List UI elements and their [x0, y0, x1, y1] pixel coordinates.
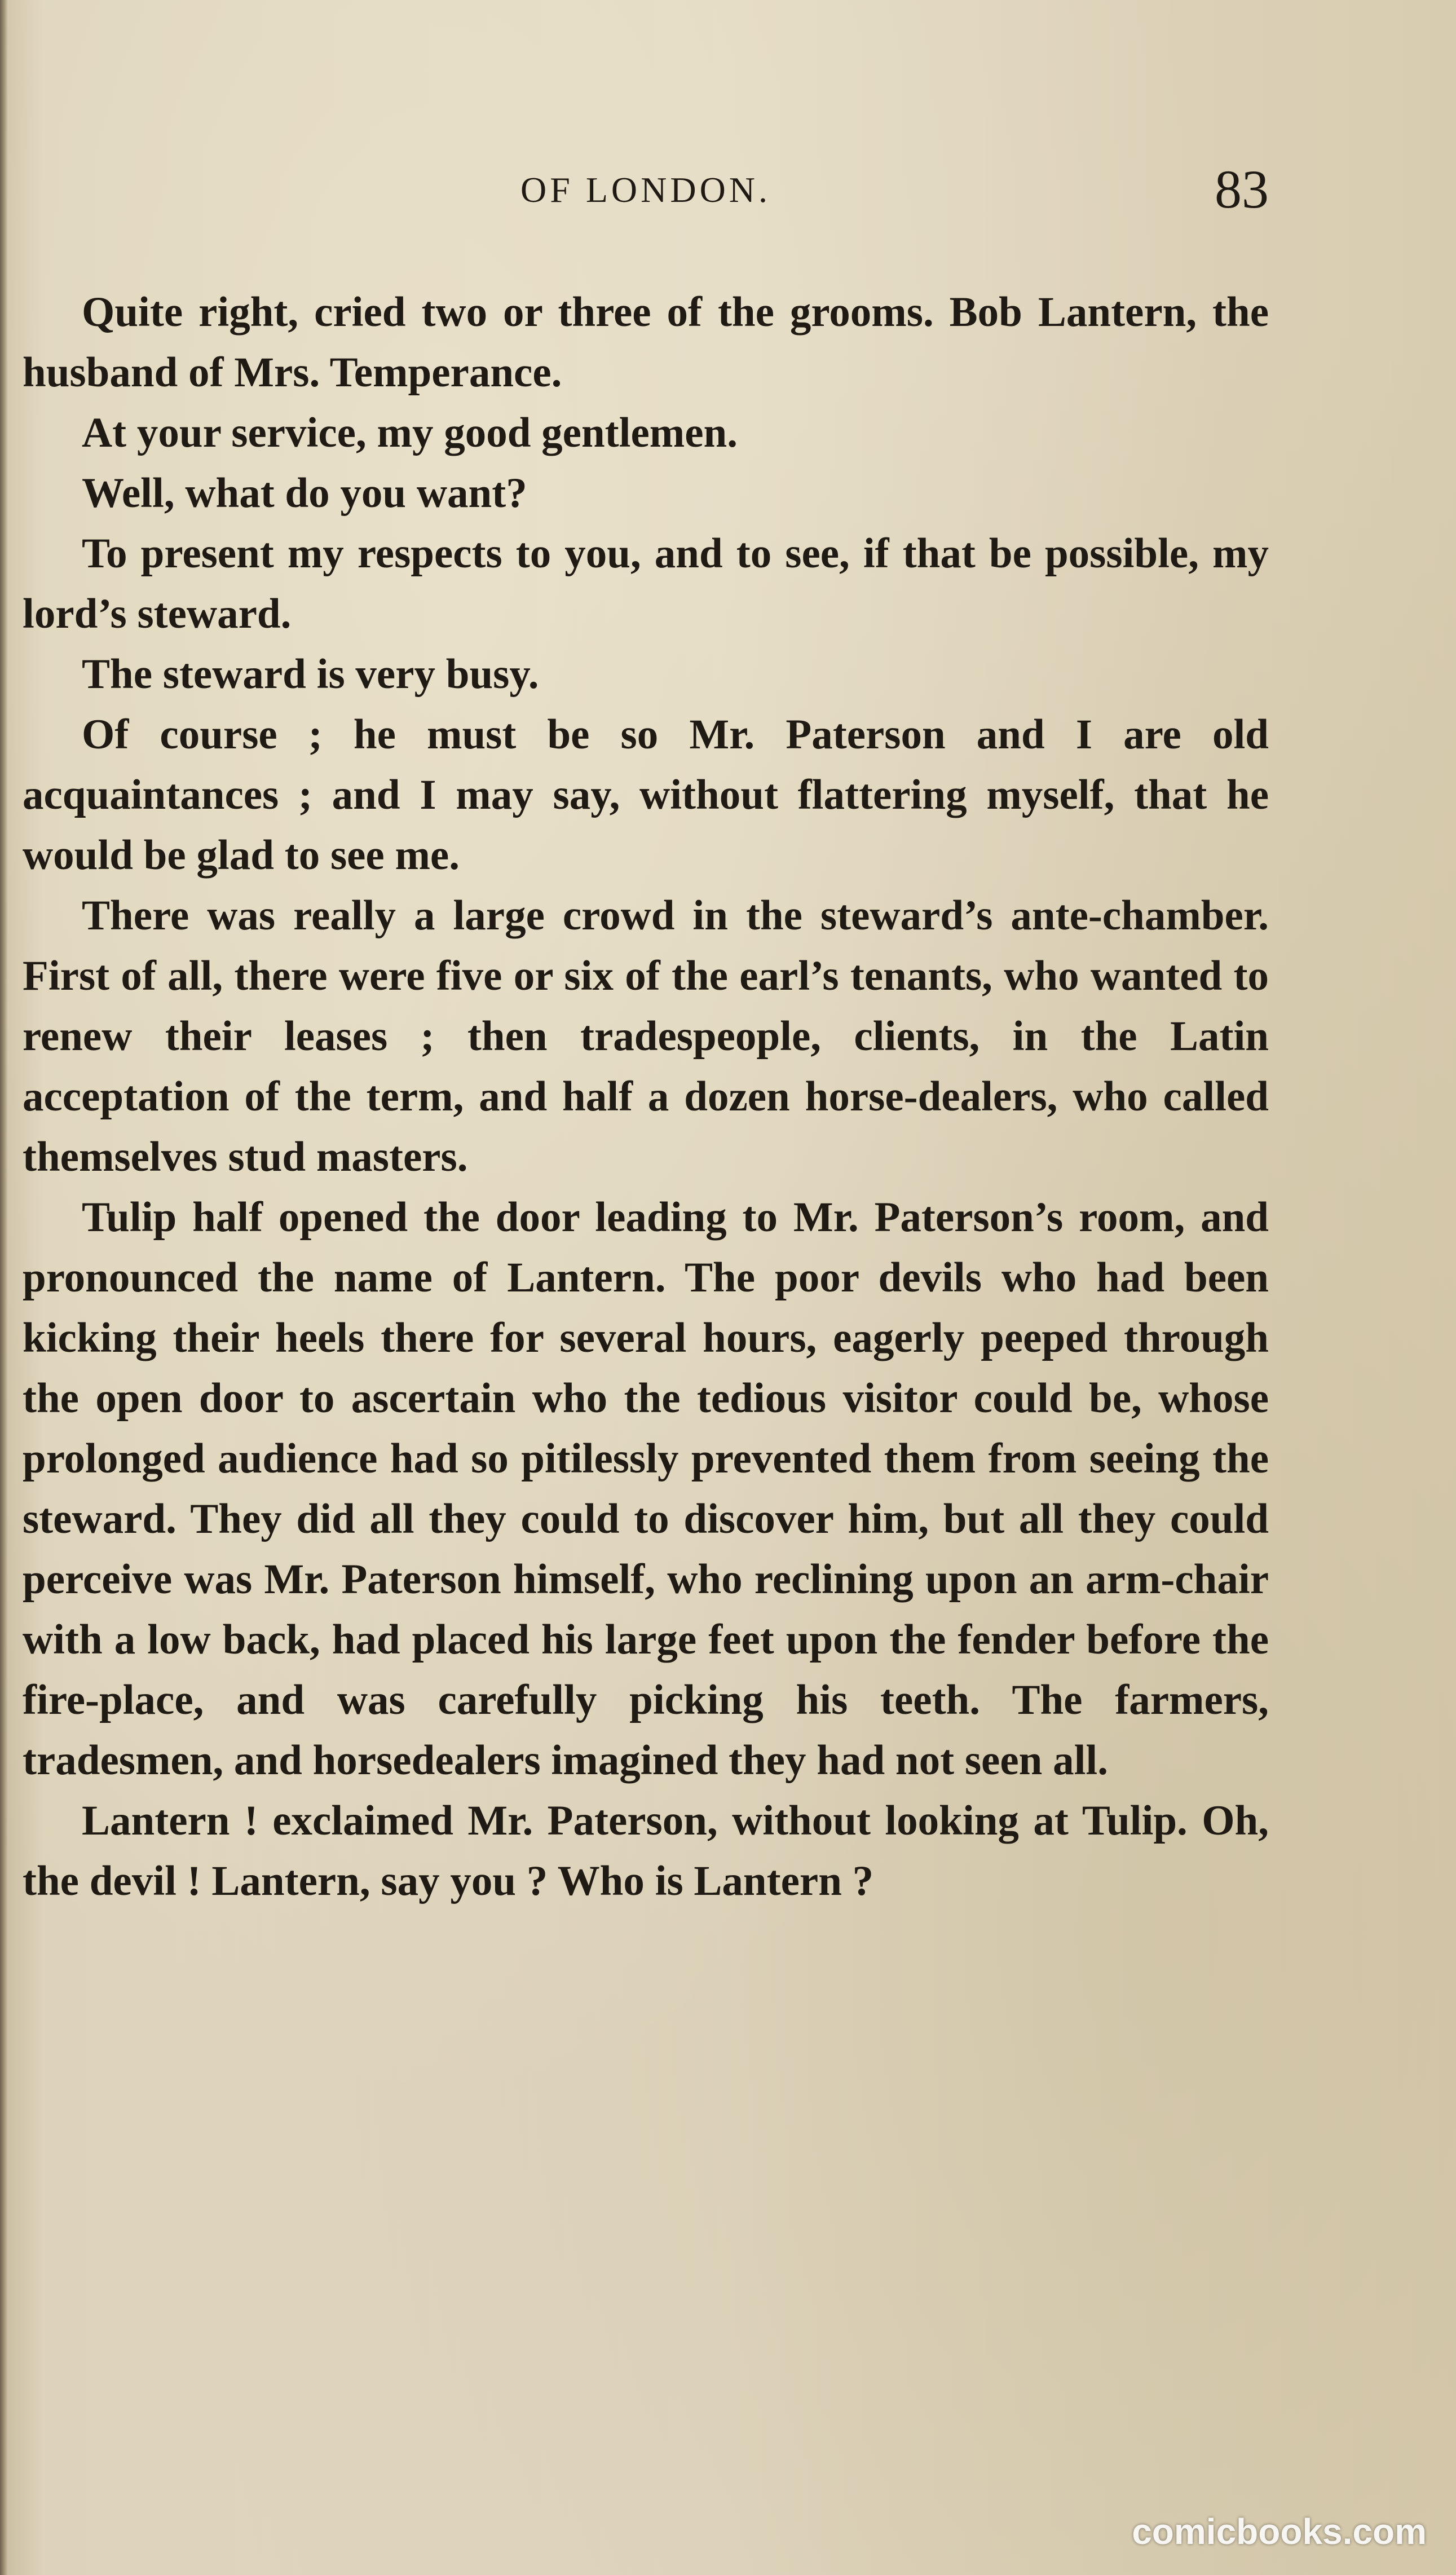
body-text	[23, 282, 1269, 1911]
running-head: OF LONDON.	[520, 170, 771, 210]
paragraph: To present my respects to you, and to see, if that be possible, my lord’s steward.	[23, 530, 1269, 637]
page-header	[23, 152, 1269, 226]
paragraph: Of course ; he must be so Mr. Paterson and I are old acquaintances ; and I may say, without flattering myself, that he would be glad to see me.	[23, 711, 1269, 879]
paragraph: At your service, my good gentlemen.	[82, 409, 738, 456]
paragraph: The steward is very busy.	[82, 651, 539, 698]
page-spine-edge	[0, 0, 8, 2575]
paragraph: There was really a large crowd in the steward’s ante-chamber. First of all, there were five or six of the earl’s tenants, who wanted to renew their leases ; then tradespeople, clients, in the Latin acceptation of the term, and half a dozen horse-dealers, who called themselves stud masters.	[23, 892, 1269, 1180]
paragraph: Tulip half opened the door leading to Mr. Paterson’s room, and pronounced the name of Lantern. The poor devils who had been kicking their heels there for several hours, eagerly peeped through the open door to ascertain who the tedious visitor could be, whose prolonged audience had so pitilessly prevented them from seeing the steward. They did all they could to discover him, but all they could perceive was Mr. Paterson himself, who reclining upon an arm-chair with a low back, had placed his large feet upon the fender before the fire-place, and was carefully picking his teeth. The farmers, tradesmen, and horsedealers imagined they had not seen all.	[23, 1194, 1269, 1784]
watermark: comicbooks.com	[1132, 2511, 1427, 2552]
paragraph: Quite right, cried two or three of the grooms. Bob Lantern, the husband of Mrs. Temperance.	[23, 289, 1269, 396]
page-number: 83	[1215, 159, 1269, 219]
paragraph: Lantern ! exclaimed Mr. Paterson, without looking at Tulip. Oh, the devil ! Lantern, say you ? Who is Lantern ?	[23, 1797, 1269, 1904]
paragraph: Well, what do you want?	[82, 470, 527, 517]
